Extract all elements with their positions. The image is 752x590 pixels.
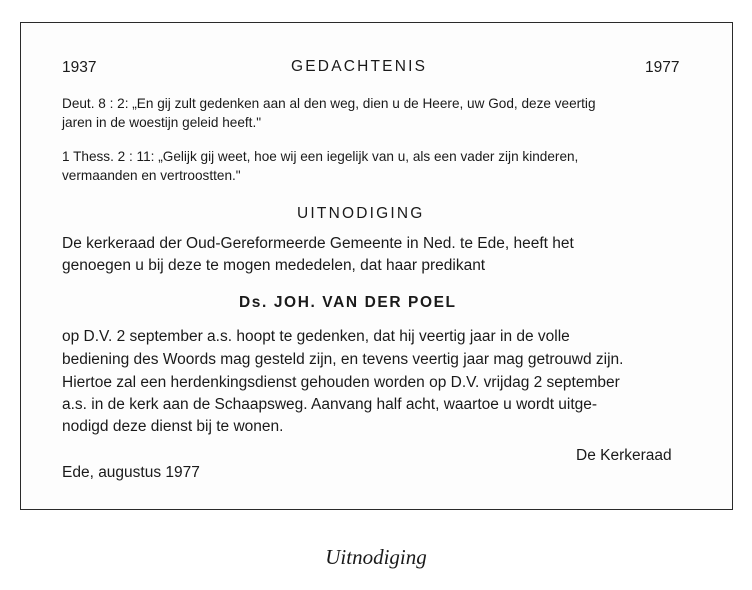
signature: De Kerkeraad (576, 447, 672, 464)
invitation-card (20, 22, 733, 510)
heading: GEDACHTENIS (291, 58, 428, 75)
invitation-title: UITNODIGING (297, 205, 425, 222)
figure-caption: Uitnodiging (325, 545, 427, 569)
minister-name: Ds. JOH. VAN DER POEL (239, 294, 457, 311)
place-date: Ede, augustus 1977 (62, 464, 200, 481)
year-end: 1977 (645, 59, 680, 76)
body-line-2: bediening des Woords mag gesteld zijn, en tevens veertig jaar mag getrouwd zijn. (62, 351, 624, 368)
intro-line-2: genoegen u bij deze te mogen mededelen, dat haar predikant (62, 257, 486, 274)
intro-line-1: De kerkeraad der Oud-Gereformeerde Gemeente in Ned. te Ede, heeft het (62, 235, 574, 252)
verse-2-line-2: vermaanden en vertroostten." (62, 168, 241, 183)
verse-1-line-2: jaren in de woestijn geleid heeft." (62, 115, 262, 130)
verse-2-line-1: 1 Thess. 2 : 11: „Gelijk gij weet, hoe wij een iegelijk van u, als een vader zijn kinderen, (62, 149, 579, 164)
body-line-5: nodigd deze dienst bij te wonen. (62, 418, 284, 435)
verse-1-line-1: Deut. 8 : 2: „En gij zult gedenken aan al den weg, dien u de Heere, uw God, deze veertig (62, 96, 596, 111)
year-start: 1937 (62, 59, 97, 76)
body-line-4: a.s. in de kerk aan de Schaapsweg. Aanvang half acht, waartoe u wordt uitge- (62, 396, 598, 413)
body-line-3: Hiertoe zal een herdenkingsdienst gehouden worden op D.V. vrijdag 2 september (62, 374, 620, 391)
body-line-1: op D.V. 2 september a.s. hoopt te gedenken, dat hij veertig jaar in de volle (62, 328, 570, 345)
